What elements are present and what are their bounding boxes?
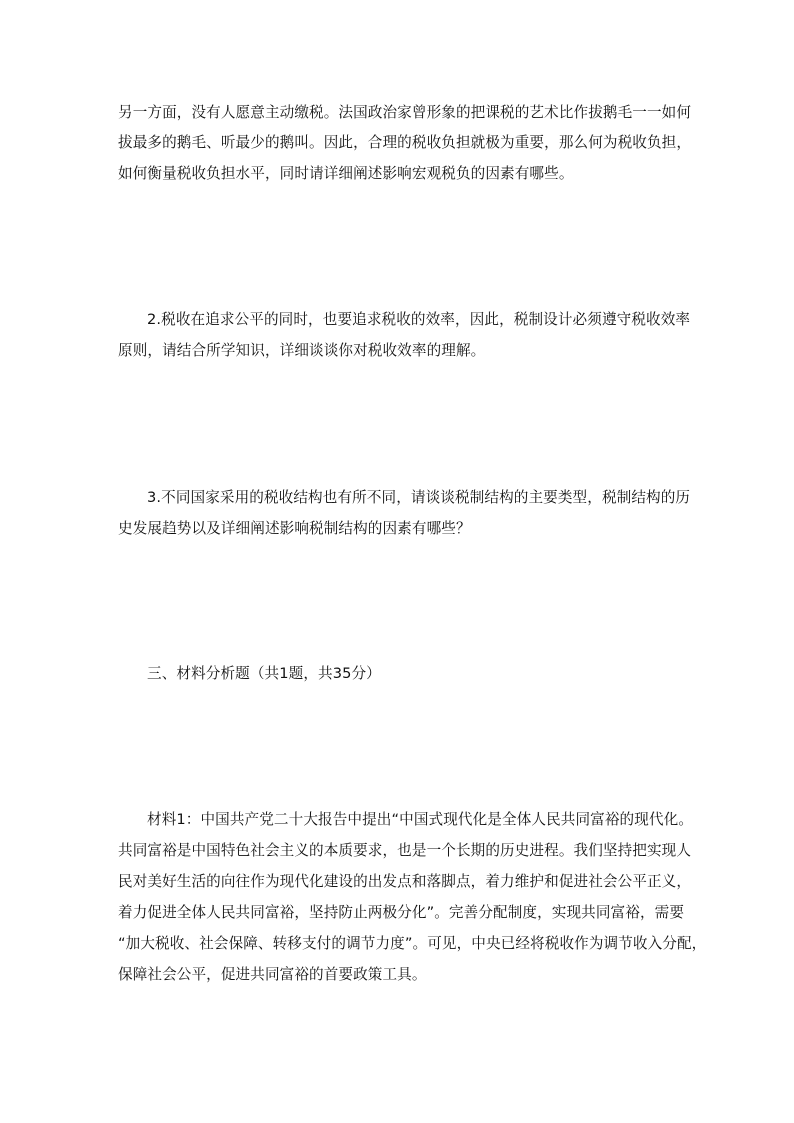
section-3-heading: 三、材料分析题（共1题，共35分） [147,665,381,682]
intro-paragraph-line-1: 另一方面，没有人愿意主动缴税。法国政治家曾形象的把课税的艺术比作拔鹅毛一一如何 [118,104,692,121]
question-2-line-1: 2.税收在追求公平的同时，也要追求税收的效率，因此，税制设计必须遵守税收效率 [147,311,691,328]
intro-paragraph-line-3: 如何衡量税收负担水平，同时请详细阐述影响宏观税负的因素有哪些。 [118,165,574,182]
material-1-line-6: 保障社会公平，促进共同富裕的首要政策工具。 [118,966,427,983]
material-1-line-4: 着力促进全体人民共同富裕，坚持防止两极分化”。完善分配制度，实现共同富裕，需要 [118,904,685,921]
question-2-line-2: 原则，请结合所学知识，详细谈谈你对税收效率的理解。 [118,342,486,359]
question-3-line-1: 3.不同国家采用的税收结构也有所不同，请谈谈税制结构的主要类型，税制结构的历 [147,489,691,506]
material-1-line-5: “加大税收、社会保障、转移支付的调节力度”。可见，中央已经将税收作为调节收入分配， [118,935,707,952]
intro-paragraph-line-2: 拔最多的鹅毛、听最少的鹅叫。因此，合理的税收负担就极为重要，那么何为税收负担， [118,134,692,151]
material-1-line-3: 民对美好生活的向往作为现代化建设的出发点和落脚点，着力维护和促进社会公平正义， [118,873,692,890]
material-1-line-1: 材料1：中国共产党二十大报告中提出“中国式现代化是全体人民共同富裕的现代化。 [147,811,694,828]
question-3-line-2: 史发展趋势以及详细阐述影响税制结构的因素有哪些？ [118,520,471,537]
material-1-line-2: 共同富裕是中国特色社会主义的本质要求，也是一个长期的历史进程。我们坚持把实现人 [118,842,692,859]
